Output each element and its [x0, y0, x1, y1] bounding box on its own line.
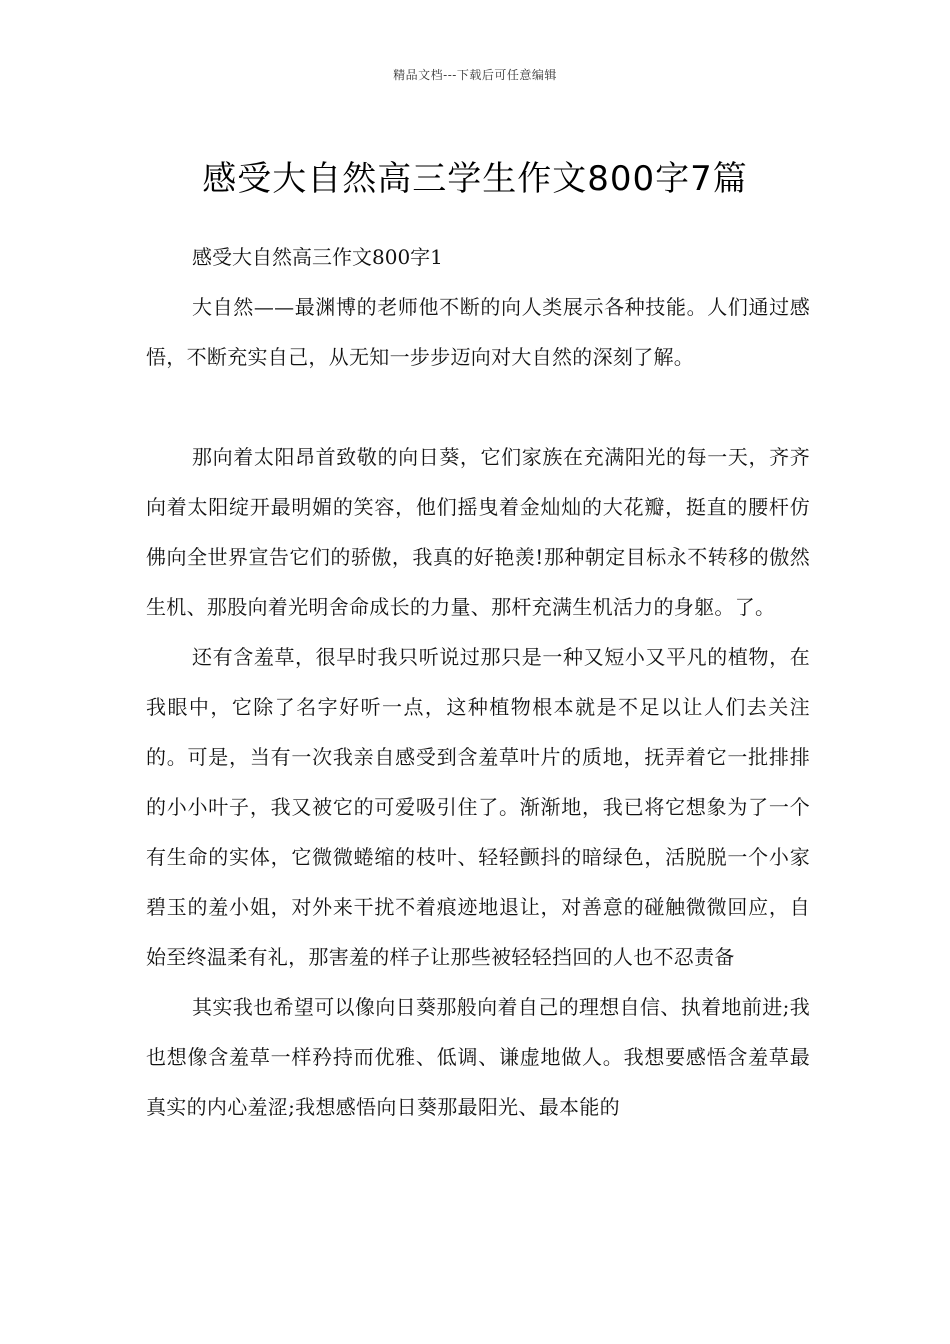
paragraph-2: 那向着太阳昂首致敬的向日葵，它们家族在充满阳光的每一天，齐齐向着太阳绽开最明媚的笑容，他们摇曳着金灿灿的大花瓣，挺直的腰杆仿佛向全世界宣告它们的骄傲，我真的好艳羡!那种朝定目标永不转移的傲然生机、那股向着光明舍命成长的力量、那杆充满生机活力的身躯。了。 [146, 445, 810, 619]
paragraph-3: 还有含羞草，很早时我只听说过那只是一种又短小又平凡的植物，在我眼中，它除了名字好听一点，这种植物根本就是不足以让人们去关注的。可是，当有一次我亲自感受到含羞草叶片的质地，抚弄着它一批排排的小小叶子，我又被它的可爱吸引住了。渐渐地，我已将它想象为了一个有生命的实体，它微微蜷缩的枝叶、轻轻颤抖的暗绿色，活脱脱一个小家碧玉的羞小姐，对外来干扰不着痕迹地退让，对善意的碰触微微回应，自始至终温柔有礼，那害羞的样子让那些被轻轻挡回的人也不忍责备 [146, 645, 810, 969]
page-header-note: 精品文档---下载后可任意编辑 [393, 68, 557, 82]
paragraph-4: 其实我也希望可以像向日葵那般向着自己的理想自信、执着地前进;我也想像含羞草一样矜持而优雅、低调、谦虚地做人。我想要感悟含羞草最真实的内心羞涩;我想感悟向日葵那最阳光、最本能的 [146, 995, 810, 1119]
paragraph-spacer [146, 382, 810, 432]
section-heading: 感受大自然高三作文800字1 [192, 245, 443, 269]
document-body [146, 232, 810, 1132]
paragraph-1: 大自然——最渊博的老师他不断的向人类展示各种技能。人们通过感悟，不断充实自己，从无知一步步迈向对大自然的深刻了解。 [146, 295, 810, 369]
document-title: 感受大自然高三学生作文800字7篇 [202, 158, 748, 199]
